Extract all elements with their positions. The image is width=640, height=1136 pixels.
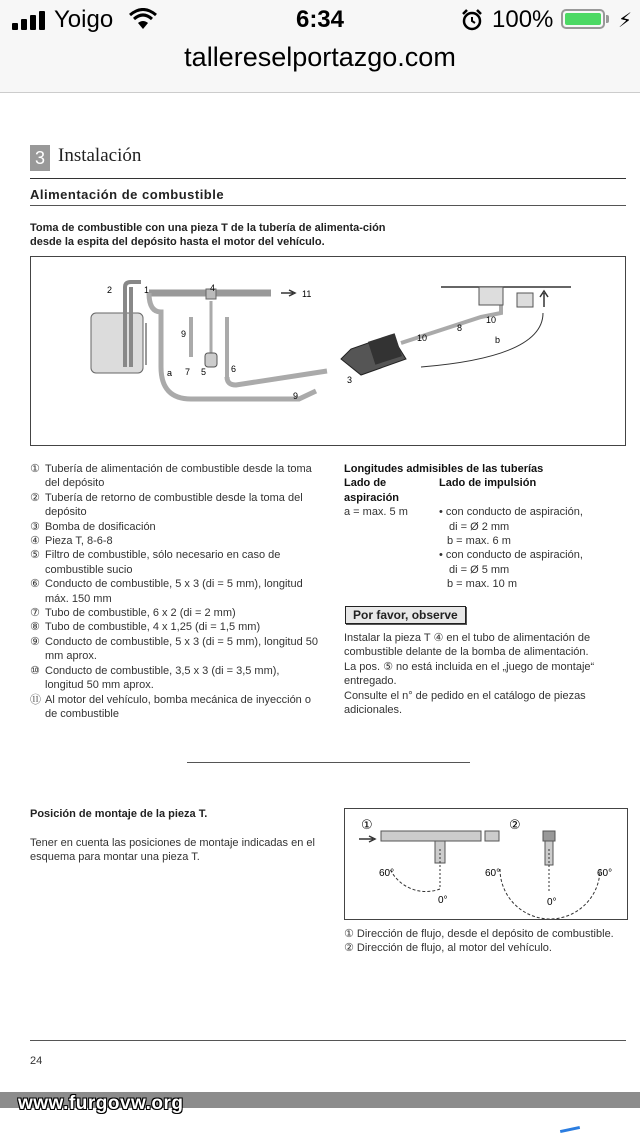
dosing-pump	[341, 333, 406, 375]
legend-item	[30, 635, 320, 664]
legend-item	[30, 664, 320, 693]
legend-item	[30, 577, 320, 606]
lengths-title: Longitudes admisibles de las tuberías	[344, 463, 544, 475]
engine-connector	[479, 287, 503, 305]
len-line-4: di = Ø 5 mm	[449, 563, 510, 576]
mounting-diagram-svg	[345, 809, 627, 919]
legend-number: ⑤	[30, 549, 40, 562]
label-a: a	[167, 368, 173, 378]
angle-arc-2	[500, 869, 600, 919]
notice-line-2: Consulte el n° de pedido en el catálogo de piezas adicionales.	[344, 689, 586, 717]
t-piece-right	[543, 831, 555, 841]
clock-time: 6:34	[295, 6, 345, 33]
t-piece-horizontal	[381, 831, 481, 841]
legend-text: Conducto de combustible, 5 x 3 (di = 5 mm), longitud 50 mm aprox.	[45, 635, 319, 663]
mounting-text: Tener en cuenta las posiciones de montaje indicadas en el esquema para montar una pieza T.	[30, 837, 315, 864]
col-impulsion: Lado de impulsión	[439, 477, 537, 490]
legend-text: Tubería de retorno de combustible desde la toma del depósito	[45, 491, 303, 519]
intro-text: Toma de combustible con una pieza T de la tubería de alimenta-ción desde la espita del depósito hasta el motor del vehículo.	[30, 222, 386, 248]
notice-label: Por favor, observe	[345, 606, 466, 624]
legend-number: ⑧	[30, 621, 40, 634]
label-4: 4	[210, 283, 216, 293]
fig-label-1: ①	[361, 817, 373, 832]
label-8: 8	[457, 323, 463, 333]
charging-icon: ⚡	[618, 10, 633, 32]
fig-angle-zero2: 0°	[547, 897, 557, 908]
fig-angle-right2: 60°	[597, 868, 613, 879]
fig-angle-left2: 60°	[485, 868, 501, 879]
notice-line-0: Instalar la pieza T ④ en el tubo de alimentación de combustible delante de la bomba de alimentación.	[344, 632, 591, 659]
mounting-heading: Posición de montaje de la pieza T.	[30, 808, 208, 820]
a-value: a = max. 5 m	[344, 506, 408, 519]
label-10b: 10	[486, 315, 497, 325]
legend-text: Conducto de combustible, 3,5 x 3 (di = 3,5 mm), longitud 50 mm aprox.	[45, 664, 280, 692]
label-11: 11	[302, 289, 312, 299]
lengths-table	[344, 462, 624, 592]
mounting-legend-0: ① Dirección de flujo, desde el depósito de combustible.	[344, 928, 614, 940]
legend-text: Filtro de combustible, sólo necesario en caso de combustible sucio	[45, 549, 281, 576]
legend-number: ④	[30, 535, 40, 548]
legend-list	[30, 462, 320, 721]
legend-item	[30, 620, 320, 634]
legend-text: Tubo de combustible, 4 x 1,25 (di = 1,5 mm)	[45, 621, 261, 634]
fig-angle-left1: 60°	[379, 868, 395, 879]
label-9a: 9	[181, 329, 187, 339]
section-header	[30, 145, 626, 179]
legend-text: Tubería de alimentación de combustible desde la toma del depósito	[45, 463, 312, 490]
legend-number: ①	[30, 463, 40, 475]
notice-text	[344, 631, 624, 717]
divider	[30, 205, 626, 206]
col-aspiracion: Lado de aspiración	[344, 477, 400, 504]
arrow-up	[540, 291, 548, 307]
alarm-icon	[460, 8, 484, 32]
legend-number: ②	[30, 491, 40, 504]
label-3: 3	[347, 375, 353, 385]
label-6: 6	[231, 364, 237, 374]
label-1: 1	[144, 285, 150, 295]
label-9b: 9	[293, 391, 299, 401]
len-line-3: • con conducto de aspiración,	[439, 549, 583, 562]
legend-number: ⑥	[30, 578, 40, 591]
pump-feed-line	[227, 371, 327, 385]
fuel-filter	[205, 353, 217, 367]
battery-percent: 100%	[492, 6, 554, 33]
label-10a: 10	[417, 333, 428, 343]
legend-text: Tubo de combustible, 6 x 2 (di = 2 mm)	[45, 607, 236, 620]
page-number: 24	[30, 1055, 43, 1067]
angle-arc-1	[390, 869, 440, 892]
legend-item	[30, 520, 320, 534]
legend-item	[30, 491, 320, 520]
mounting-diagram	[344, 808, 628, 920]
legend-text: Conducto de combustible, 5 x 3 (di = 5 mm), longitud máx. 150 mm	[45, 578, 303, 605]
legend-number: ⑩	[30, 664, 40, 677]
subheading: Alimentación de combustible	[30, 187, 225, 202]
dimension-b	[421, 313, 543, 367]
t-piece-right-body	[485, 831, 499, 841]
legend-item	[30, 534, 320, 548]
corner-mark	[560, 1126, 580, 1133]
legend-text: Al motor del vehículo, bomba mecánica de inyección o de combustible	[45, 693, 311, 720]
label-7: 7	[185, 367, 191, 377]
branch-line-9	[191, 317, 227, 377]
label-b: b	[495, 335, 501, 345]
fuel-tank	[91, 313, 143, 373]
mounting-legend	[344, 927, 640, 956]
legend-item	[30, 462, 320, 491]
engine-connector-2	[517, 293, 533, 307]
flow-arrow-1	[359, 836, 375, 842]
fig-label-2: ②	[509, 817, 521, 832]
section-title: Instalación	[58, 145, 142, 166]
len-line-1: di = Ø 2 mm	[449, 520, 510, 533]
supply-arrow	[281, 290, 295, 296]
label-2: 2	[107, 285, 113, 295]
len-line-5: b = max. 10 m	[447, 578, 518, 591]
fuel-line-diagram-svg	[31, 257, 625, 445]
legend-number: ③	[30, 520, 40, 533]
battery-nub	[606, 15, 609, 23]
legend-number: ⑪	[30, 693, 41, 706]
legend-number: ⑨	[30, 635, 40, 648]
mounting-legend-1: ② Dirección de flujo, al motor del vehículo.	[344, 942, 552, 955]
notice-line-1: La pos. ⑤ no está incluida en el „juego de montaje“ entregado.	[344, 660, 595, 688]
fuel-line-diagram	[30, 256, 626, 446]
tank-outlet-pipe	[125, 282, 141, 287]
legend-item	[30, 693, 320, 722]
legend-item	[30, 606, 320, 620]
t-piece-stem	[435, 841, 445, 863]
legend-item	[30, 548, 320, 577]
fig-angle-zero1: 0°	[438, 895, 448, 906]
section-number: 3	[30, 145, 50, 171]
label-5: 5	[201, 367, 207, 377]
len-line-0: • con conducto de aspiración,	[439, 506, 583, 519]
url-text[interactable]: tallereselportazgo.com	[184, 42, 456, 72]
len-line-2: b = max. 6 m	[447, 535, 511, 548]
legend-text: Pieza T, 8-6-8	[45, 535, 113, 548]
divider	[187, 762, 470, 763]
battery-icon	[561, 9, 605, 29]
legend-text: Bomba de dosificación	[45, 520, 156, 533]
legend-number: ⑦	[30, 607, 40, 620]
watermark: www.furgovw.org	[18, 1093, 184, 1114]
carrier-label: Yoigo	[54, 6, 114, 33]
browser-address-bar[interactable]	[0, 40, 640, 93]
status-bar	[0, 0, 640, 40]
footer-divider	[30, 1040, 626, 1041]
